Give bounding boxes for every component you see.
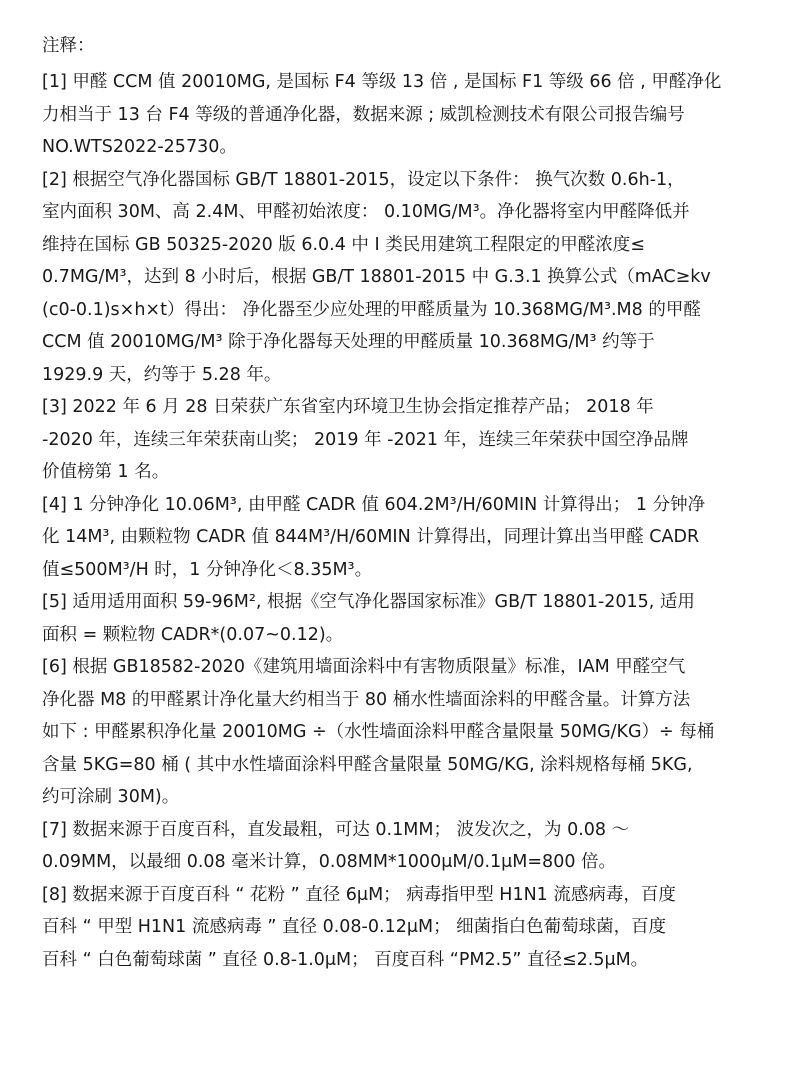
note-line: 面积 = 颗粒物 CADR*(0.07~0.12)。 xyxy=(42,624,344,645)
note-line: 约可涂刷 30M)。 xyxy=(42,787,180,807)
note-line: 价值榜第 1 名。 xyxy=(42,462,170,482)
note-line: 1929.9 天，约等于 5.28 年。 xyxy=(42,364,282,385)
note-line: 0.09MM，以最细 0.08 毫米计算，0.08MM*1000μM/0.1μM=800 倍。 xyxy=(42,852,617,872)
note-line: 室内面积 30M、高 2.4M、甲醛初始浓度： 0.10MG/M³。净化器将室内甲醛降低并 xyxy=(42,202,690,222)
note-line: [4] 1 分钟净化 10.06M³, 由甲醛 CADR 值 604.2M³/H/60MIN 计算得出； 1 分钟净 xyxy=(42,494,706,515)
note-6 xyxy=(42,651,760,814)
note-4 xyxy=(42,489,760,587)
note-2 xyxy=(42,164,760,392)
note-line: 百科 “ 白色葡萄球菌 ” 直径 0.8-1.0μM； 百度百科 “PM2.5” 直径≤2.5μM。 xyxy=(42,949,649,970)
note-line: [6] 根据 GB18582-2020《建筑用墙面涂料中有害物质限量》标准，IAM 甲醛空气 xyxy=(42,657,686,677)
note-line: [5] 适用适用面积 59-96M², 根据《空气净化器国家标准》GB/T 18801-2015, 适用 xyxy=(42,592,695,612)
note-8 xyxy=(42,879,760,977)
note-line: 值≤500M³/H 时，1 分钟净化＜8.35M³。 xyxy=(42,559,373,580)
note-line: [3] 2022 年 6 月 28 日荣获广东省室内环境卫生协会指定推荐产品； 2018 年 xyxy=(42,397,654,417)
note-line: 百科 “ 甲型 H1N1 流感病毒 ” 直径 0.08-0.12μM； 细菌指白色葡萄球菌，百度 xyxy=(42,917,667,937)
notes-title: 注释： xyxy=(42,36,95,56)
note-5 xyxy=(42,586,760,651)
note-line: 力相当于 13 台 F4 等级的普通净化器，数据来源 ; 威凯检测技术有限公司报告编号 xyxy=(42,104,685,125)
note-line: CCM 值 20010MG/M³ 除于净化器每天处理的甲醛质量 10.368MG/M³ 约等于 xyxy=(42,332,655,352)
note-line: [8] 数据来源于百度百科 “ 花粉 ” 直径 6μM； 病毒指甲型 H1N1 流感病毒，百度 xyxy=(42,884,676,905)
note-line: 维持在国标 GB 50325-2020 版 6.0.4 中 I 类民用建筑工程限定的甲醛浓度≤ xyxy=(42,234,645,255)
note-3 xyxy=(42,391,760,489)
note-line: (c0-0.1)s×h×t）得出： 净化器至少应处理的甲醛质量为 10.368MG/M³.M8 的甲醛 xyxy=(42,299,701,320)
note-line: 0.7MG/M³，达到 8 小时后，根据 GB/T 18801-2015 中 G.3.1 换算公式（mAC≥kv xyxy=(42,267,711,287)
note-line: [2] 根据空气净化器国标 GB/T 18801-2015，设定以下条件： 换气次数 0.6h-1， xyxy=(42,169,685,190)
note-line: -2020 年，连续三年荣获南山奖； 2019 年 -2021 年，连续三年荣获中国空净品牌 xyxy=(42,429,689,450)
note-line: [1] 甲醛 CCM 值 20010MG, 是国标 F4 等级 13 倍 , 是国标 F1 等级 66 倍 , 甲醛净化 xyxy=(42,72,722,92)
note-7 xyxy=(42,814,760,879)
note-line: 化 14M³, 由颗粒物 CADR 值 844M³/H/60MIN 计算得出，同理计算出当甲醛 CADR xyxy=(42,527,700,547)
note-line: NO.WTS2022-25730。 xyxy=(42,137,237,157)
note-line: 如下 : 甲醛累积净化量 20010MG ÷（水性墙面涂料甲醛含量限量 50MG/KG）÷ 每桶 xyxy=(42,722,715,742)
note-1 xyxy=(42,66,760,164)
note-line: 含量 5KG=80 桶 ( 其中水性墙面涂料甲醛含量限量 50MG/KG, 涂料规格每桶 5KG, xyxy=(42,754,693,775)
note-line: 净化器 M8 的甲醛累计净化量大约相当于 80 桶水性墙面涂料的甲醛含量。计算方法 xyxy=(42,689,691,710)
note-line: [7] 数据来源于百度百科，直发最粗，可达 0.1MM； 波发次之，为 0.08 ～ xyxy=(42,819,630,840)
